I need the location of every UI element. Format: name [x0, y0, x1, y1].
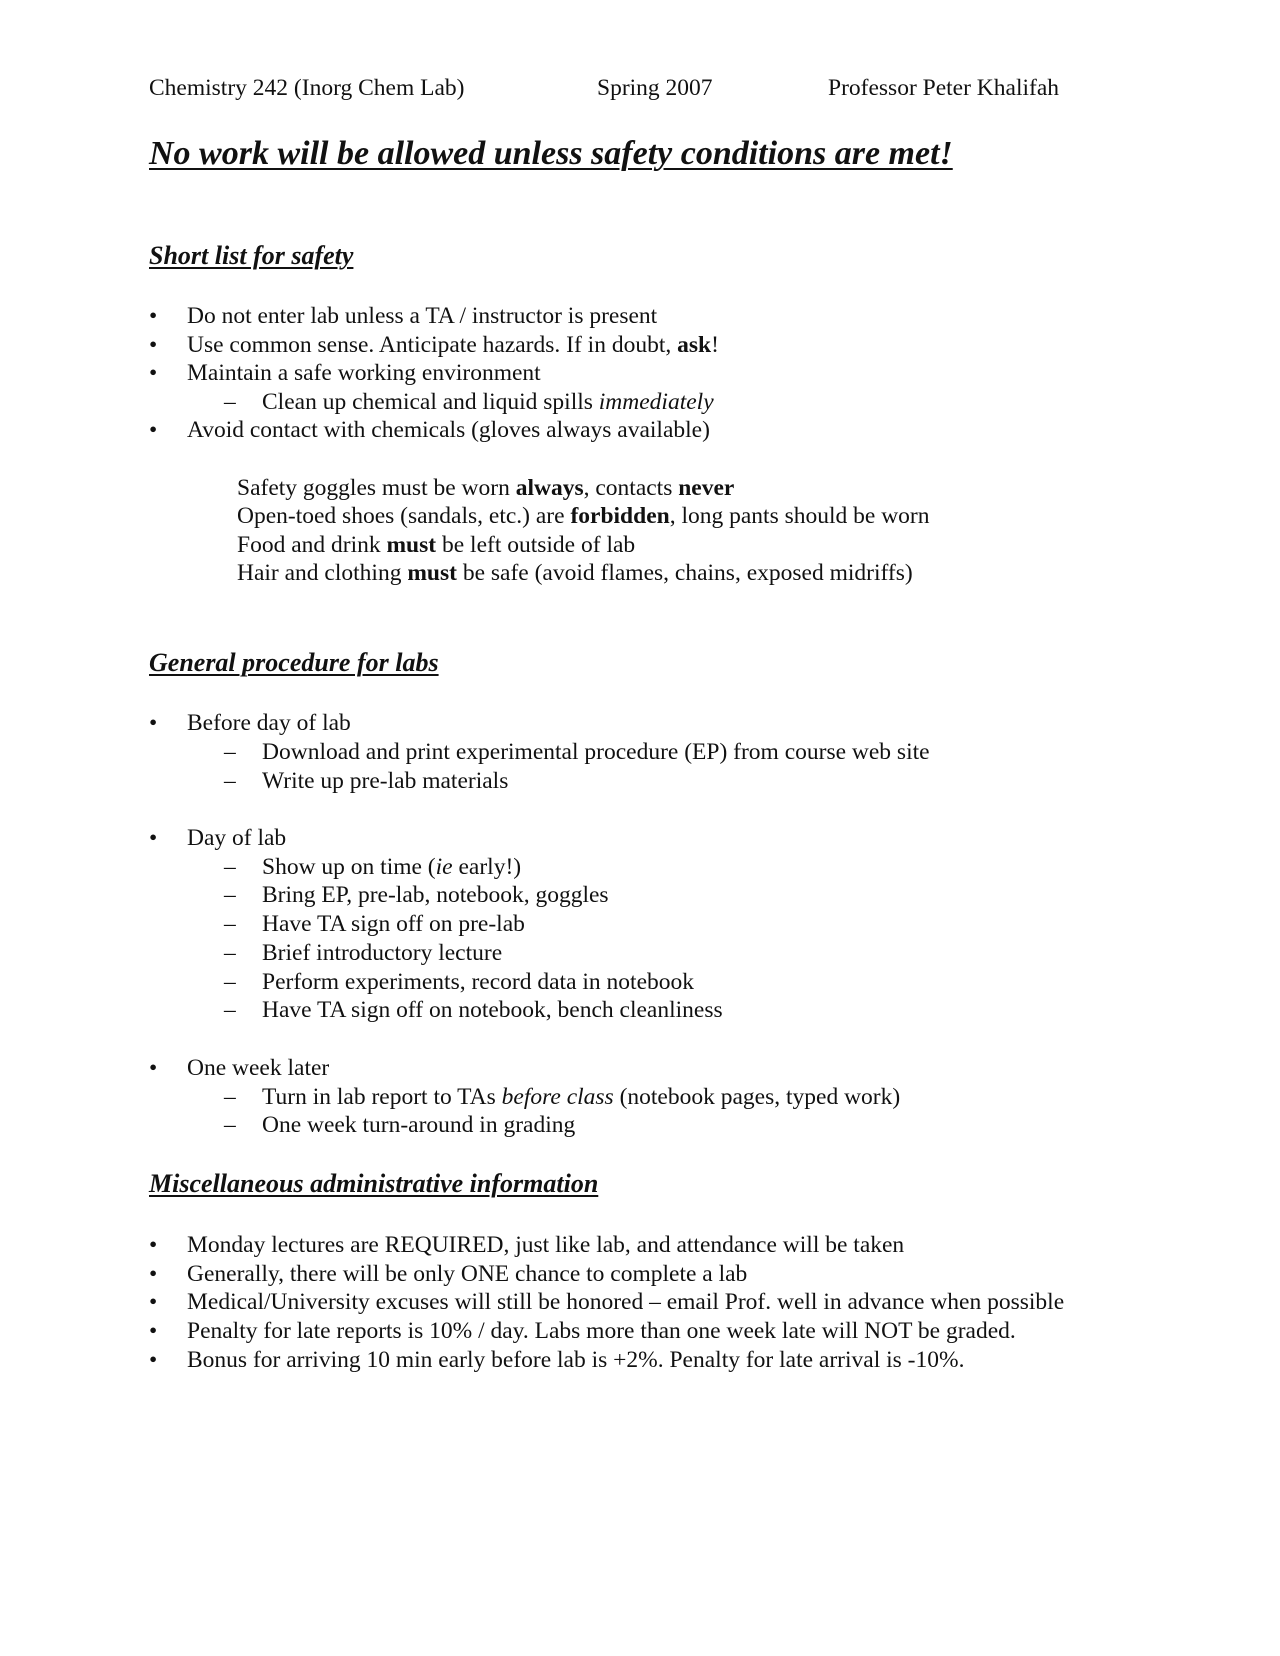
- bullet-marker: •: [149, 303, 158, 329]
- misc-item-excuses: Medical/University excuses will still be honored – email Prof. well in advance when possible: [187, 1289, 1065, 1315]
- procedure-day-of-lab: Day of lab: [187, 825, 287, 851]
- safety-rule-hair: Hair and clothing must be safe (avoid flames, chains, exposed midriffs): [237, 560, 913, 586]
- header-professor: Professor Peter Khalifah: [828, 75, 1060, 101]
- header-term: Spring 2007: [597, 75, 713, 101]
- safety-rule-food: Food and drink must be left outside of lab: [237, 532, 636, 558]
- procedure-week-grading: One week turn-around in grading: [262, 1112, 576, 1138]
- section-heading-misc: Miscellaneous administrative information: [149, 1169, 599, 1198]
- safety-item-common-sense: Use common sense. Anticipate hazards. If in doubt, ask!: [187, 332, 719, 358]
- procedure-day-signoff-notebook: Have TA sign off on notebook, bench cleanliness: [262, 997, 723, 1023]
- dash-marker: –: [224, 1112, 236, 1138]
- procedure-before-download: Download and print experimental procedure (EP) from course web site: [262, 739, 930, 765]
- procedure-day-show-up: Show up on time (ie early!): [262, 854, 522, 880]
- bullet-marker: •: [149, 710, 158, 736]
- dash-marker: –: [224, 854, 236, 880]
- bullet-marker: •: [149, 1347, 158, 1373]
- procedure-day-signoff-prelab: Have TA sign off on pre-lab: [262, 911, 525, 937]
- bullet-marker: •: [149, 1055, 158, 1081]
- misc-item-late-penalty: Penalty for late reports is 10% / day. Labs more than one week late will NOT be graded.: [187, 1318, 1016, 1344]
- section-heading-safety: Short list for safety: [149, 241, 354, 270]
- bullet-marker: •: [149, 417, 158, 443]
- procedure-day-bring: Bring EP, pre-lab, notebook, goggles: [262, 882, 609, 908]
- safety-rule-goggles: Safety goggles must be worn always, contacts never: [237, 475, 735, 501]
- dash-marker: –: [224, 882, 236, 908]
- bullet-marker: •: [149, 360, 158, 386]
- procedure-before-prelab: Write up pre-lab materials: [262, 768, 509, 794]
- dash-marker: –: [224, 911, 236, 937]
- safety-item-ta-present: Do not enter lab unless a TA / instructor is present: [187, 303, 658, 329]
- dash-marker: –: [224, 997, 236, 1023]
- procedure-before-day: Before day of lab: [187, 710, 351, 736]
- dash-marker: –: [224, 739, 236, 765]
- bullet-marker: •: [149, 332, 158, 358]
- procedure-day-experiments: Perform experiments, record data in notebook: [262, 969, 694, 995]
- dash-marker: –: [224, 1084, 236, 1110]
- safety-rule-shoes: Open-toed shoes (sandals, etc.) are forbidden, long pants should be worn: [237, 503, 930, 529]
- procedure-one-week-later: One week later: [187, 1055, 330, 1081]
- misc-item-bonus: Bonus for arriving 10 min early before lab is +2%. Penalty for late arrival is -10%.: [187, 1347, 965, 1373]
- section-heading-procedure: General procedure for labs: [149, 648, 439, 677]
- dash-marker: –: [224, 940, 236, 966]
- procedure-day-lecture: Brief introductory lecture: [262, 940, 503, 966]
- safety-item-environment: Maintain a safe working environment: [187, 360, 541, 386]
- procedure-week-turn-in: Turn in lab report to TAs before class (notebook pages, typed work): [262, 1084, 901, 1110]
- misc-item-one-chance: Generally, there will be only ONE chance to complete a lab: [187, 1261, 748, 1287]
- dash-marker: –: [224, 969, 236, 995]
- dash-marker: –: [224, 768, 236, 794]
- bullet-marker: •: [149, 825, 158, 851]
- bullet-marker: •: [149, 1232, 158, 1258]
- dash-marker: –: [224, 389, 236, 415]
- misc-item-lectures: Monday lectures are REQUIRED, just like lab, and attendance will be taken: [187, 1232, 905, 1258]
- bullet-marker: •: [149, 1289, 158, 1315]
- safety-subitem-spills: Clean up chemical and liquid spills immediately: [262, 389, 714, 415]
- header-course: Chemistry 242 (Inorg Chem Lab): [149, 75, 465, 101]
- bullet-marker: •: [149, 1261, 158, 1287]
- page-title: No work will be allowed unless safety conditions are met!: [149, 135, 953, 172]
- bullet-marker: •: [149, 1318, 158, 1344]
- safety-item-avoid-contact: Avoid contact with chemicals (gloves always available): [187, 417, 710, 443]
